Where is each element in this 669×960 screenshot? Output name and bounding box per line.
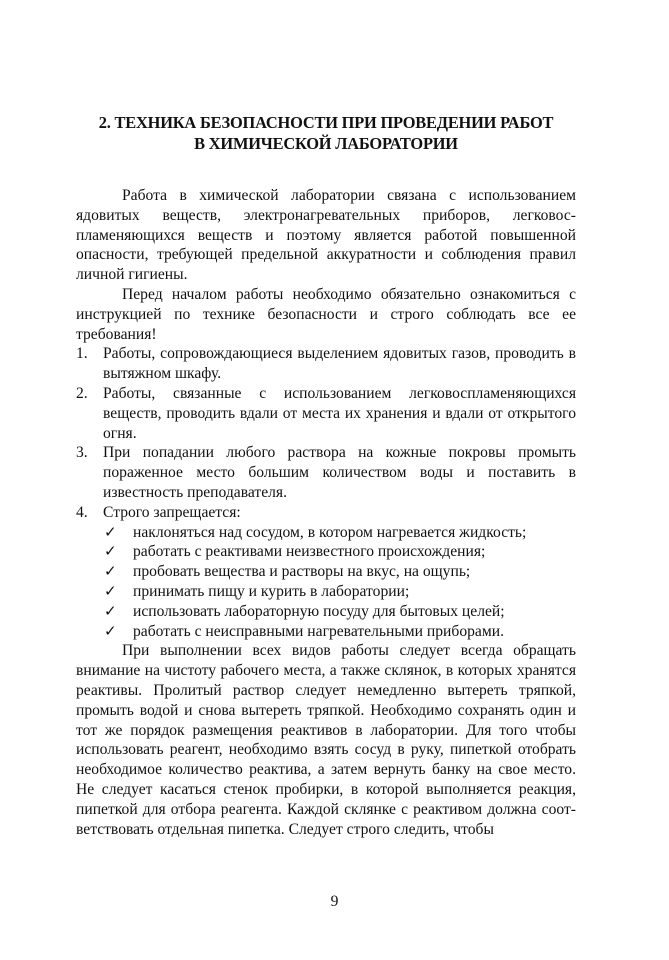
rule-text: При попадании любого раствора на кожные покровы промыть пораженное место большим количеством воды и поставить в известность преподавателя. xyxy=(103,444,576,501)
checkmark-icon: ✓ xyxy=(104,621,117,640)
page-content xyxy=(76,112,576,839)
checkmark-icon: ✓ xyxy=(104,542,117,561)
prohibited-item-text: работать с неисправными нагревательными приборами. xyxy=(133,622,504,640)
prohibited-item-text: работать с реактивами неизвестного происхождения; xyxy=(133,543,486,561)
safety-rule-3 xyxy=(76,443,576,502)
lab-order-paragraph: При выполнении всех видов работы следует всегда обращать внимание на чистоту рабочего места, а также склянок, в которых хранятся реактивы. Пролитый раствор следует немедленно вытереть тряпкой, промыть водой и снова вытереть тряпкой. Необходимо сохранять один и тот же порядок размещения реактивов в лаборатории. Для того чтобы использовать реагент, необходимо взять сосуд в руку, пипеткой отобрать необходимое количество реактива, а затем вернуть банку на свое место. Не следует касаться стенок пробирки, в которой выполняется реакция, пипеткой для отбора реагента. Каждой склянке с реактивом должна соответствовать отдельная пипетка. Следует строго следить, чтобы xyxy=(76,642,576,838)
prohibited-item-text: пробовать вещества и растворы на вкус, на ощупь; xyxy=(133,563,471,581)
before-work-paragraph: Перед началом работы необходимо обязательно ознакомиться с инструкцией по технике безопасности и строго соблюдать все ее требования! xyxy=(76,285,576,343)
prohibited-item-2 xyxy=(76,542,576,562)
safety-rule-2 xyxy=(76,384,576,443)
rule-number: 1. xyxy=(76,345,88,363)
safety-rule-1 xyxy=(76,344,576,384)
section-heading-line-1: 2. ТЕХНИКА БЕЗОПАСНОСТИ ПРИ ПРОВЕДЕНИИ РАБОТ xyxy=(98,113,554,132)
prohibited-item-text: использовать лабораторную посуду для бытовых целей; xyxy=(133,602,505,620)
rule-number: 4. xyxy=(76,503,88,521)
rule-number: 2. xyxy=(76,384,88,402)
prohibited-actions-list xyxy=(76,523,576,642)
checkmark-icon: ✓ xyxy=(104,562,117,581)
section-heading xyxy=(76,112,576,154)
checkmark-icon: ✓ xyxy=(104,601,117,620)
prohibited-item-3 xyxy=(76,562,576,582)
rule-text: Работы, связанные с использованием легковоспламеняющихся веществ, проводить вдали от места их хранения и вдали от открытого огня. xyxy=(103,384,576,442)
safety-rules-list xyxy=(76,344,576,522)
prohibited-item-4 xyxy=(76,582,576,602)
rule-text: Работы, сопровождающиеся выделением ядовитых газов, проводить в вытяжном шкафу. xyxy=(103,345,576,383)
checkmark-icon: ✓ xyxy=(104,581,117,600)
page-number: 9 xyxy=(330,893,339,910)
intro-paragraph: Работа в химической лаборатории связана с использованием ядовитых веществ, электронагревательных приборов, легковоспламеняющихся веществ и поэтому является работой повышенной опасности, требующей предельной аккуратности и соблюдения правил личной гигиены. xyxy=(76,187,576,284)
section-heading-line-2: В ХИМИЧЕСКОЙ ЛАБОРАТОРИИ xyxy=(194,134,458,153)
prohibited-item-1 xyxy=(76,523,576,543)
prohibited-item-5 xyxy=(76,602,576,622)
checkmark-icon: ✓ xyxy=(104,522,117,541)
safety-rule-4 xyxy=(76,503,576,523)
rule-text: Строго запрещается: xyxy=(103,503,241,521)
prohibited-item-text: принимать пищу и курить в лаборатории; xyxy=(133,582,410,600)
prohibited-item-6 xyxy=(76,622,576,642)
rule-number: 3. xyxy=(76,444,88,462)
prohibited-item-text: наклоняться над сосудом, в котором нагревается жидкость; xyxy=(133,523,527,541)
